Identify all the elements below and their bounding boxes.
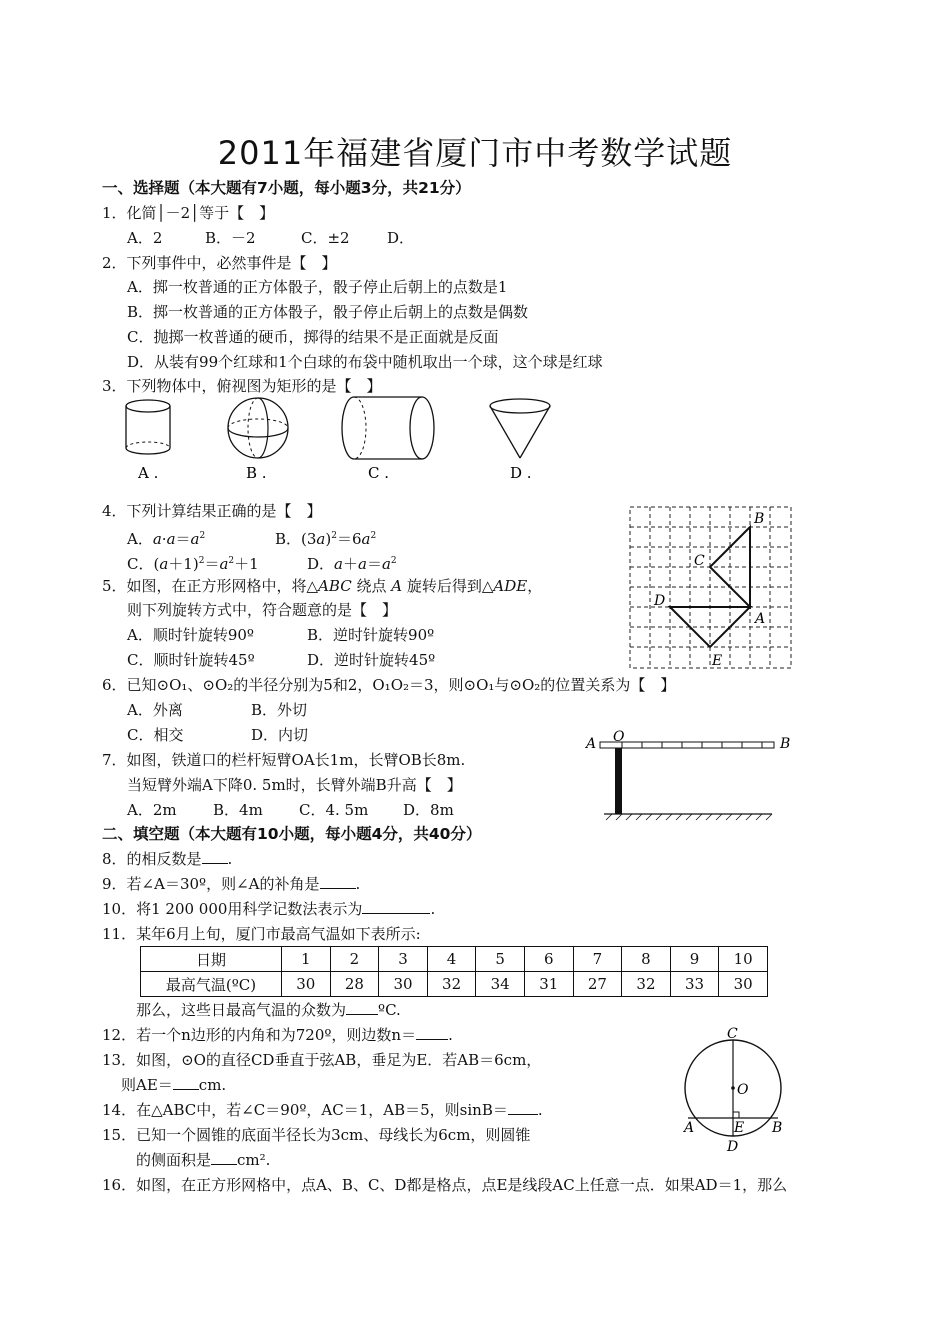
solid-label-d: D . — [510, 464, 532, 482]
point-label-a: A — [684, 1120, 695, 1136]
option-c: C．±2 — [301, 229, 350, 247]
question-2-option-a: A．掷一枚普通的正方体骰子，骰子停止后朝上的点数是1 — [127, 278, 508, 296]
question-9: 9．若∠A＝30º，则∠A的补角是 . — [102, 875, 361, 893]
question-12: 12．若一个n边形的内角和为720º，则边数n＝ . — [102, 1026, 453, 1044]
question-6-stem: 6．已知⊙O₁、⊙O₂的半径分别为5和2，O₁O₂＝3，则⊙O₁与⊙O₂的位置关系为【 】 — [102, 676, 676, 694]
sphere-icon — [228, 398, 288, 458]
question-8: 8．的相反数是 . — [102, 850, 233, 868]
question-5-line-2: 则下列旋转方式中，符合题意的是【 】 — [127, 601, 398, 619]
point-label-d: D — [727, 1139, 739, 1155]
point-label-b: B — [780, 736, 791, 752]
question-2-stem: 2．下列事件中，必然事件是【 】 — [102, 254, 337, 272]
point-label-a: A — [586, 736, 597, 752]
point-label-b: B — [772, 1120, 783, 1136]
temperature-table — [140, 946, 768, 997]
option-b: B．－2 — [205, 229, 256, 247]
point-label-e: E — [712, 653, 723, 669]
section-heading-fill: 二、填空题（本大题有10小题，每小题4分，共40分） — [102, 825, 482, 843]
option-d: D． — [387, 229, 415, 247]
option-a: A．2 — [127, 229, 163, 247]
question-3-solids-figure — [110, 396, 570, 486]
question-10: 10．将1 200 000用科学记数法表示为 . — [102, 900, 436, 918]
point-label-o: O — [613, 730, 625, 745]
cylinder-upright-icon — [126, 400, 170, 454]
question-11-stem: 11．某年6月上旬，厦门市最高气温如下表所示: — [102, 925, 421, 943]
question-5-options-ab: A．顺时针旋转90º B．逆时针旋转90º — [127, 626, 435, 644]
question-7-line-2: 当短臂外端A下降0. 5m时，长臂外端B升高【 】 — [127, 776, 462, 794]
table-row: 日期 1 2 3 4 5 6 7 8 9 10 — [141, 947, 768, 972]
question-5-grid-figure — [628, 505, 794, 671]
cylinder-horizontal-icon — [342, 397, 434, 459]
solid-label-b: B . — [246, 464, 267, 482]
page-title: 2011年福建省厦门市中考数学试题 — [217, 134, 733, 172]
question-5-line-1: 5．如图，在正方形网格中，将△ABC 绕点 A 旋转后得到△ADE， — [102, 577, 543, 595]
question-15-line-2: 的侧面积是 cm². — [136, 1151, 271, 1169]
question-5-options-cd: C．顺时针旋转45º D．逆时针旋转45º — [127, 651, 436, 669]
point-label-a: A — [755, 611, 766, 627]
point-label-b: B — [754, 511, 765, 527]
question-14: 14．在△ABC中，若∠C＝90º，AC＝1，AB＝5，则sinB＝ . — [102, 1101, 543, 1119]
point-label-d: D — [654, 593, 666, 609]
question-2-option-b: B．掷一枚普通的正方体骰子，骰子停止后朝上的点数是偶数 — [127, 303, 529, 321]
question-6-options-ab: A．外离 B．外切 — [127, 701, 308, 719]
question-15-line-1: 15．已知一个圆锥的底面半径长为3cm、母线长为6cm，则圆锥 — [102, 1126, 531, 1144]
question-4-stem: 4．下列计算结果正确的是【 】 — [102, 502, 322, 520]
question-7-line-1: 7．如图，铁道口的栏杆短臂OA长1m，长臂OB长8m. — [102, 751, 466, 769]
point-label-c: C — [694, 553, 705, 569]
question-3-stem: 3．下列物体中，俯视图为矩形的是【 】 — [102, 377, 382, 395]
section-heading-choice: 一、选择题（本大题有7小题，每小题3分，共21分） — [102, 179, 471, 197]
question-1-stem: 1．化简│－2│等于【 】 — [102, 204, 275, 222]
point-label-c: C — [727, 1026, 738, 1042]
point-label-o: O — [737, 1082, 749, 1098]
solid-label-a: A . — [138, 464, 159, 482]
question-16: 16．如图，在正方形网格中，点A、B、C、D都是格点，点E是线段AC上任意一点．如果AD＝1，那么 — [102, 1176, 788, 1194]
question-13-line-1: 13．如图，⊙O的直径CD垂直于弦AB，垂足为E．若AB＝6cm， — [102, 1051, 542, 1069]
question-2-option-c: C．抛掷一枚普通的硬币，掷得的结果不是正面就是反面 — [127, 328, 499, 346]
question-4-options-ab: A．$a\cdot a=a^2$ B．$(3a)^2=6a^2$ — [127, 530, 377, 548]
question-4-options-cd: C．$(a+1)^2=a^2+1$ D．$a+a=a^2$ — [127, 555, 397, 573]
question-6-options-cd: C．相交 D．内切 — [127, 726, 309, 744]
question-7-gate-figure — [582, 730, 802, 822]
solid-label-c: C . — [368, 464, 390, 482]
question-13-line-2: 则AE＝ cm. — [121, 1076, 227, 1094]
question-7-options: A．2m B．4m C．4. 5m D．8m — [127, 801, 454, 819]
question-1-options — [127, 228, 414, 248]
question-2-option-d: D．从装有99个红球和1个白球的布袋中随机取出一个球，这个球是红球 — [127, 353, 603, 371]
table-row: 最高气温(ºC) 30 28 30 32 34 31 27 32 33 30 — [141, 972, 768, 997]
question-11-ask: 那么，这些日最高气温的众数为 ºC. — [136, 1001, 401, 1019]
point-label-e: E — [734, 1120, 745, 1136]
cone-icon — [490, 399, 550, 458]
question-13-circle-figure — [676, 1024, 796, 1156]
